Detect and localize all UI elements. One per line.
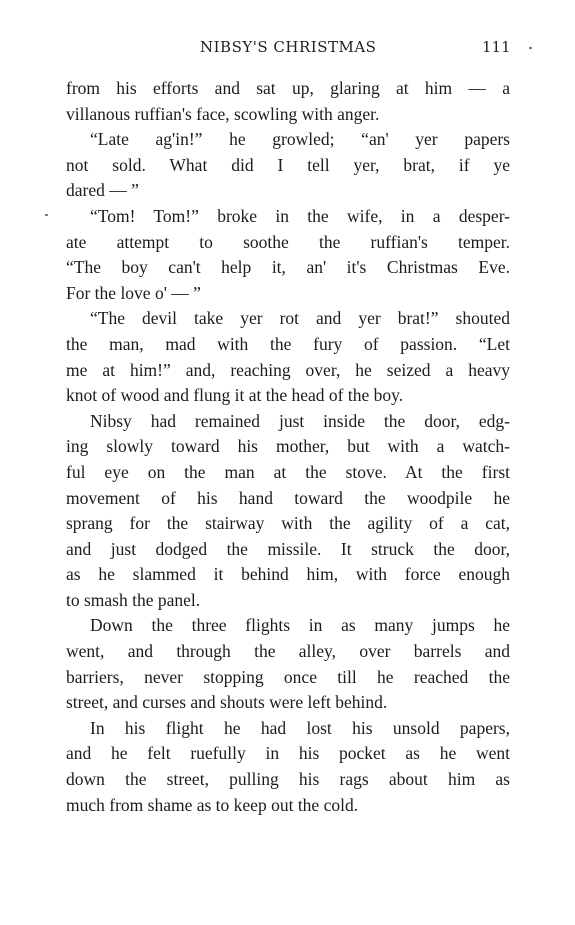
text-line: ing slowly toward his mother, but with a watch- bbox=[66, 436, 510, 457]
text-line: and he felt ruefully in his pocket as he went bbox=[66, 743, 510, 764]
page-number: 111 bbox=[482, 38, 511, 56]
text-line: went, and through the alley, over barrels and bbox=[66, 641, 510, 662]
text-line: from his efforts and sat up, glaring at him — a bbox=[66, 78, 510, 98]
text-line: “The boy can't help it, an' it's Christmas Eve. bbox=[66, 257, 510, 278]
paragraph-5 bbox=[66, 409, 510, 614]
text-line: and just dodged the missile. It struck the door, bbox=[66, 538, 510, 559]
scan-speck bbox=[45, 214, 48, 216]
text-line: Nibsy had remained just inside the door, edg- bbox=[90, 410, 510, 431]
text-line: the man, mad with the fury of passion. “Let bbox=[66, 333, 510, 354]
text-line: dared — ” bbox=[66, 180, 139, 201]
paragraph-7 bbox=[66, 716, 510, 818]
text-line: “Tom! Tom!” broke in the wife, in a desper- bbox=[90, 205, 510, 226]
paragraph-4 bbox=[66, 306, 510, 408]
paragraph-3 bbox=[66, 204, 510, 306]
running-title: NIBSY'S CHRISTMAS bbox=[200, 38, 377, 56]
text-line: knot of wood and flung it at the head of the boy. bbox=[66, 385, 404, 406]
text-line: me at him!” and, reaching over, he seized a heavy bbox=[66, 359, 510, 380]
text-line: Down the three flights in as many jumps he bbox=[90, 615, 510, 636]
text-line: down the street, pulling his rags about him as bbox=[66, 769, 510, 790]
running-head bbox=[0, 38, 575, 64]
text-line: not sold. What did I tell yer, brat, if ye bbox=[66, 154, 510, 175]
paragraph-6 bbox=[66, 613, 510, 715]
text-line: “Late ag'in!” he growled; “an' yer papers bbox=[90, 129, 510, 150]
text-line: sprang for the stairway with the agility of a cat, bbox=[66, 513, 510, 534]
text-line: ate attempt to soothe the ruffian's temper. bbox=[66, 231, 510, 252]
text-line: to smash the panel. bbox=[66, 589, 201, 610]
paragraph-2 bbox=[66, 127, 510, 204]
text-line: For the love o' — ” bbox=[66, 282, 201, 303]
text-line: barriers, never stopping once till he reached the bbox=[66, 666, 510, 687]
text-line: “The devil take yer rot and yer brat!” shouted bbox=[90, 308, 510, 329]
text-line: as he slammed it behind him, with force enough bbox=[66, 564, 510, 585]
text-line: movement of his hand toward the woodpile he bbox=[66, 487, 510, 508]
text-line: street, and curses and shouts were left behind. bbox=[66, 692, 388, 713]
text-line: In his flight he had lost his unsold papers, bbox=[90, 717, 510, 738]
text-line: villanous ruffian's face, scowling with anger. bbox=[66, 103, 380, 124]
text-line: ful eye on the man at the stove. At the first bbox=[66, 461, 510, 482]
paragraph-1 bbox=[66, 76, 510, 127]
scan-speck bbox=[529, 47, 532, 49]
body-text bbox=[66, 76, 510, 818]
text-line: much from shame as to keep out the cold. bbox=[66, 794, 359, 815]
